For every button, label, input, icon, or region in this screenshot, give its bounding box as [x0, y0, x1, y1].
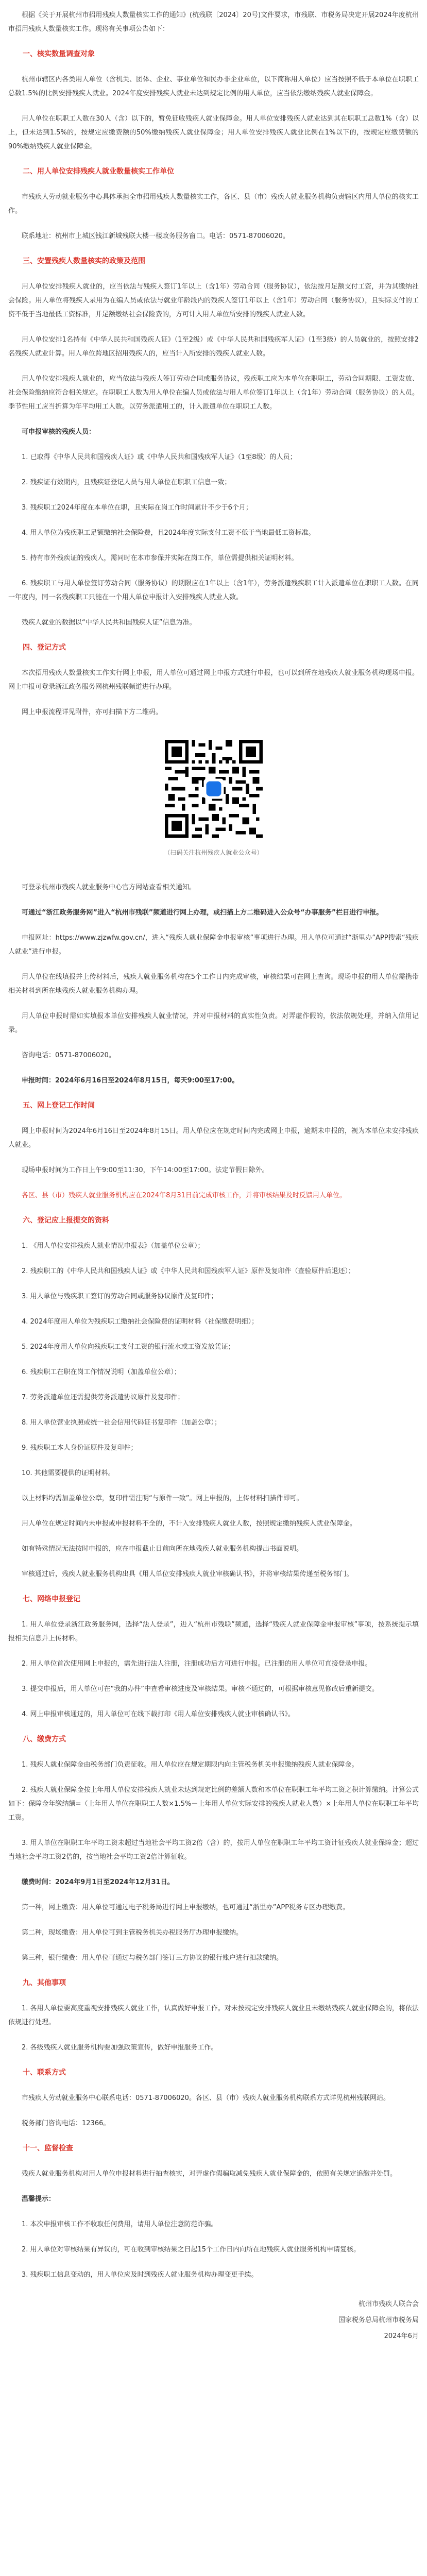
- section-6-heading: 六、登记应上报提交的资料: [23, 1216, 109, 1225]
- section-4-paragraph: 可登录杭州市残疾人就业服务中心官方网站查看相关通知。: [22, 884, 196, 891]
- section-7-paragraph: 1. 用人单位登录浙江政务服务网，选择“法人登录”，进入“杭州市残联”频道，选择“残疾人就业保障金申报审核”事项，按系统提示填报相关信息并上传材料。: [8, 1621, 419, 1642]
- section-8-paragraph: 2. 残疾人就业保障金按上年用人单位安排残疾人就业未达到规定比例的差额人数和本单位在职职工年平均工资之积计算缴纳。计算公式如下：保障金年缴纳额=（上年用人单位在职职工人数×1.5%－上年用人单位实际安排的残疾人就业人数）×上年用人单位在职职工年平均工资。: [8, 1786, 419, 1822]
- list-item: 2. 残疾证有效期内，且残疾证登记人员与用人单位在职职工信息一致；: [22, 479, 231, 486]
- qr-code-container: [8, 740, 419, 840]
- section-10-paragraph: 税务部门咨询电话：12366。: [22, 2120, 110, 2127]
- section-6-paragraph: 用人单位在规定时间内未申报或申报材料不全的，不计入安排残疾人就业人数，按照规定缴纳残疾人就业保障金。: [22, 1520, 357, 1528]
- reminder-heading: 温馨提示：: [22, 2195, 56, 2203]
- section-11-paragraph: 1. 本次申报审核工作不收取任何费用，请用人单位注意防范诈骗。: [22, 2221, 218, 2228]
- section-8-paragraph: 第二种，现场缴费：用人单位可到主管税务机关办税服务厅办理申报缴纳。: [22, 1929, 243, 1937]
- list-item: 2. 残疾职工的《中华人民共和国残疾人证》或《中华人民共和国残疾军人证》原件及复印件（查验原件后退还）；: [22, 1267, 355, 1275]
- qr-caption: （扫码关注杭州残疾人就业公众号）: [164, 849, 263, 856]
- qr-code-image[interactable]: [165, 740, 263, 838]
- section-6-paragraph: 如有特殊情况无法按时申报的，应在申报截止日前向所在地残疾人就业服务机构提出书面说明。: [22, 1545, 303, 1553]
- list-item: 7. 劳务派遣单位还需提供劳务派遣协议原件及复印件；: [22, 1394, 184, 1401]
- list-item: 5. 2024年度用人单位向残疾职工支付工资的银行流水或工资发放凭证；: [22, 1343, 235, 1351]
- section-8-heading: 八、缴费方式: [23, 1735, 66, 1743]
- section-1-paragraph: 杭州市辖区内各类用人单位（含机关、团体、企业、事业单位和民办非企业单位，以下简称用人单位）应当按照不低于本单位在职职工总数1.5%的比例安排残疾人就业。2024年度安排残疾人就业未达到规定比例的用人单位，应当依法缴纳残疾人就业保障金。: [8, 76, 419, 97]
- section-4-paragraph: 用人单位申报时需如实填报本单位安排残疾人就业情况，并对申报材料的真实性负责。对弄虚作假的，依法依规处理，并纳入信用记录。: [8, 1012, 419, 1034]
- section-7-paragraph: 3. 提交申报后，用人单位可在“我的办件”中查看审核进度及审核结果。审核不通过的，可根据审核意见修改后重新提交。: [22, 1685, 379, 1693]
- section-11-paragraph: 3. 残疾职工信息变动的，用人单位应及时到残疾人就业服务机构办理变更手续。: [22, 2271, 258, 2279]
- section-10-paragraph: 市残疾人劳动就业服务中心联系电话：0571-87006020。各区、县（市）残疾人就业服务机构联系方式详见杭州残联网站。: [22, 2094, 390, 2102]
- section-3-paragraph: 用人单位安排残疾人就业的，应当依法与残疾人签订1年以上（含1年）劳动合同（服务协议），依法按月足额支付工资，并为其缴纳社会保险。用人单位将残疾人录用为在编人员或依法与就业年龄段内的残疾人签订1年以上（含1年）劳动合同（服务协议），且实际支付的工资不低于当地最低工资标准，并足额缴纳社会保险费的，方可计入用人单位所安排的残疾人就业人数。: [8, 283, 419, 318]
- section-7-paragraph: 2. 用人单位首次使用网上申报的，需先进行法人注册，注册成功后方可进行申报。已注册的用人单位可直接登录申报。: [22, 1660, 372, 1668]
- section-11-heading: 十一、监督检查: [23, 2144, 73, 2153]
- section-4-paragraph-bold: 可通过“浙江政务服务网”进入“杭州市残联”频道进行网上办理，或扫描上方二维码进入公众号“办事服务”栏目进行申报。: [22, 909, 383, 917]
- section-5-paragraph: 现场申报时间为工作日上午9:00至11:30，下午14:00至17:00。法定节假日除外。: [22, 1166, 269, 1174]
- section-8-paragraph: 1. 残疾人就业保障金由税务部门负责征收。用人单位应在规定期限内向主管税务机关申报缴纳残疾人就业保障金。: [22, 1761, 358, 1769]
- section-1-paragraph: 用人单位在职职工人数在30人（含）以下的，暂免征收残疾人就业保障金。用人单位安排残疾人就业达到其在职职工总数1%（含）以上，但未达到1.5%的，按规定应缴费额的50%缴纳残疾人就业保障金；用人单位安排残疾人就业比例在1%以下的，按规定应缴费额的90%缴纳残疾人就业保障金。: [8, 115, 419, 150]
- section-5-paragraph: 网上申报时间为2024年6月16日至2024年8月15日。用人单位应在规定时间内完成网上申报，逾期未申报的，视为本单位未安排残疾人就业。: [8, 1127, 419, 1149]
- application-time: 申报时间：2024年6月16日至2024年8月15日，每天9:00至17:00。: [22, 1077, 239, 1084]
- intro-paragraph: 根据《关于开展杭州市招用残疾人数量核实工作的通知》(杭残联〔2024〕20号)文件要求，市残联、市税务局决定开展2024年度杭州市招用残疾人数量核实工作。现将有关事项公告如下：: [8, 11, 419, 33]
- section-5-paragraph-highlight: 各区、县（市）残疾人就业服务机构应在2024年8月31日前完成审核工作，并将审核结果及时反馈用人单位。: [22, 1192, 346, 1199]
- list-item: 3. 用人单位与残疾职工签订的劳动合同或服务协议原件及复印件；: [22, 1293, 218, 1300]
- section-4-paragraph: 本次招用残疾人数量核实工作实行网上申报，用人单位可通过网上申报方式进行申报，也可以到所在地残疾人就业服务机构现场申报。网上申报可登录浙江政务服务网杭州残联频道进行办理。: [8, 669, 419, 691]
- payment-time: 缴费时间：2024年9月1日至2024年12月31日。: [22, 1878, 174, 1886]
- section-4-paragraph: 申报网址：https://www.zjzwfw.gov.cn/，进入“残疾人就业保障金申报审核”事项进行办理。用人单位可通过“浙里办”APP搜索“残疾人就业”进行申报。: [8, 934, 419, 956]
- section-7-heading: 七、网络申报登记: [23, 1595, 80, 1603]
- section-6-paragraph: 以上材料均需加盖单位公章，复印件需注明“与原件一致”。网上申报的，上传材料扫描件即可。: [22, 1495, 303, 1502]
- section-10-heading: 十、联系方式: [23, 2069, 66, 2077]
- list-item: 1. 《用人单位安排残疾人就业情况申报表》（加盖单位公章）；: [22, 1242, 204, 1250]
- list-item: 9. 残疾职工本人身份证原件及复印件；: [22, 1444, 138, 1452]
- list-item: 10. 其他需要提供的证明材料。: [22, 1469, 115, 1477]
- list-item: 4. 2024年度用人单位为残疾职工缴纳社会保险费的证明材料（社保缴费明细）；: [22, 1318, 259, 1326]
- section-4-paragraph: 网上申报流程详见附件，亦可扫描下方二维码。: [22, 708, 163, 716]
- signature-issuer: 杭州市残疾人联合会: [358, 2300, 419, 2308]
- list-item: 1. 已取得《中华人民共和国残疾人证》或《中华人民共和国残疾军人证》（1至8级）的人员；: [22, 453, 297, 461]
- list-item: 4. 用人单位为残疾职工足额缴纳社会保险费，且2024年度实际支付工资不低于当地最低工资标准。: [22, 529, 315, 537]
- section-4-paragraph: 咨询电话：0571-87006020。: [22, 1052, 115, 1059]
- section-3-paragraph: 残疾人就业的数据以“中华人民共和国残疾人证”信息为准。: [22, 619, 196, 626]
- section-8-paragraph: 第三种，银行缴费：用人单位可通过与税务部门签订三方协议的银行账户进行扣款缴纳。: [22, 1954, 283, 1962]
- section-2-paragraph: 联系地址：杭州市上城区钱江新城残联大楼一楼政务服务窗口。电话：0571-87006020。: [22, 232, 289, 240]
- signature-issuer: 国家税务总局杭州市税务局: [338, 2316, 419, 2324]
- list-item: 3. 残疾职工2024年度在本单位在职，且实际在岗工作时间累计不少于6个月；: [22, 504, 252, 512]
- section-4-heading: 四、登记方式: [23, 643, 66, 652]
- section-8-paragraph: 第一种，网上缴费：用人单位可通过电子税务局进行网上申报缴纳，也可通过“浙里办”APP税务专区办理缴费。: [22, 1904, 350, 1911]
- section-2-paragraph: 市残疾人劳动就业服务中心具体承担全市招用残疾人数量核实工作，各区、县（市）残疾人就业服务机构负责辖区内用人单位的核实工作。: [8, 193, 419, 215]
- section-3-paragraph: 用人单位安排残疾人就业的，应当依法与残疾人签订劳动合同或服务协议，残疾职工应为本单位在职职工，劳动合同期限、工资发放、社会保险缴纳应符合相关规定。在职职工人数为用人单位在编人员或依法与用人单位签订1年以上（含1年）劳动合同（服务协议）的人员。季节性用工应当折算为年平均用工人数。以劳务派遣用工的，计入派遣单位在职职工人数。: [8, 375, 419, 411]
- section-11-paragraph: 残疾人就业服务机构对用人单位申报材料进行抽查核实，对弄虚作假骗取减免残疾人就业保障金的，依照有关规定追缴并处罚。: [22, 2170, 397, 2178]
- section-8-paragraph: 3. 用人单位在职职工年平均工资未超过当地社会平均工资2倍（含）的，按用人单位在职职工年平均工资计征残疾人就业保障金；超过当地社会平均工资2倍的，按当地社会平均工资2倍计算征收。: [8, 1839, 419, 1861]
- section-3-list-head: 可申报审核的残疾人员：: [22, 428, 96, 436]
- list-item: 6. 残疾职工在职在岗工作情况说明（加盖单位公章）；: [22, 1368, 181, 1376]
- section-1-heading: 一、核实数量调查对象: [23, 50, 95, 58]
- section-9-paragraph: 1. 各用人单位要高度重视安排残疾人就业工作，认真做好申报工作。对未按规定安排残疾人就业且未缴纳残疾人就业保障金的，将依法依规进行处理。: [8, 2005, 419, 2026]
- section-3-paragraph: 6. 残疾职工与用人单位签订劳动合同（服务协议）的期限应在1年以上（含1年），劳务派遣残疾职工计入派遣单位在职职工人数。在同一年度内，同一名残疾职工只能在一个用人单位申报计入安排残疾人就业人数。: [8, 580, 419, 601]
- section-3-paragraph: 用人单位安排1名持有《中华人民共和国残疾人证》（1至2级）或《中华人民共和国残疾军人证》（1至3级）的人员就业的，按照安排2名残疾人就业计算。用人单位跨地区招用残疾人的，应当计入所安排的残疾人就业人数。: [8, 336, 419, 358]
- signature-date: 2024年6月: [384, 2332, 419, 2340]
- section-6-paragraph: 审核通过后，残疾人就业服务机构出具《用人单位安排残疾人就业审核确认书》，并将审核结果传递至税务部门。: [22, 1570, 353, 1578]
- list-item: 8. 用人单位营业执照或统一社会信用代码证书复印件（加盖公章）；: [22, 1419, 221, 1427]
- section-7-paragraph: 4. 网上申报审核通过的，用人单位可在线下载打印《用人单位安排残疾人就业审核确认书》。: [22, 1710, 295, 1718]
- section-3-heading: 三、安置残疾人数量核实的政策及范围: [23, 257, 145, 265]
- section-9-paragraph: 2. 各级残疾人就业服务机构要加强政策宣传，做好申报服务工作。: [22, 2044, 218, 2052]
- section-9-heading: 九、其他事项: [23, 1979, 66, 1987]
- section-4-paragraph: 用人单位在线填报并上传材料后，残疾人就业服务机构在5个工作日内完成审核，审核结果可在网上查询。现场申报的用人单位需携带相关材料到所在地残疾人就业服务机构办理。: [8, 973, 419, 995]
- list-item: 5. 持有市外残疾证的残疾人，需同时在本市参保并实际在岗工作，单位需提供相关证明材料。: [22, 554, 298, 562]
- section-11-paragraph: 2. 用人单位对审核结果有异议的，可在收到审核结果之日起15个工作日内向所在地残疾人就业服务机构申请复核。: [22, 2246, 361, 2253]
- section-2-heading: 二、用人单位安排残疾人就业数量核实工作单位: [23, 167, 174, 176]
- section-5-heading: 五、网上登记工作时间: [23, 1101, 95, 1110]
